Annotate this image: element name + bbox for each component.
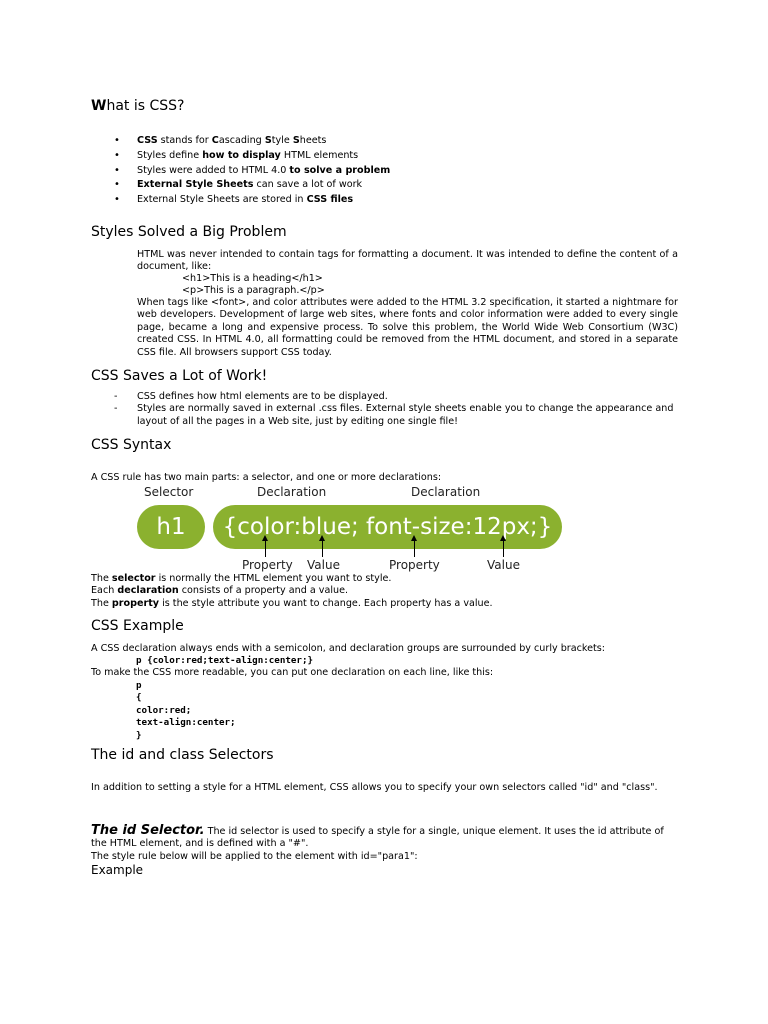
example-line-2: To make the CSS more readable, you can put one declaration on each line, like this: <box>91 667 494 678</box>
property-label: Property <box>242 558 293 572</box>
text-run: is the style attribute you want to change. Each property has a value. <box>159 597 493 609</box>
value-label: Value <box>487 558 520 572</box>
text-run: is normally the HTML element you want to style. <box>155 573 392 584</box>
list-item: - CSS defines how html elements are to be displayed. <box>137 391 678 403</box>
arrow-icon <box>414 540 415 557</box>
id-selector-text: The id selector is used to specify a style for a single, unique element. It uses the id attribute of the HTML element, and is defined with a "#". <box>91 826 664 850</box>
text-run: tyle <box>271 135 293 146</box>
bold-text: to solve a problem <box>289 164 391 176</box>
property-label: Property <box>389 558 440 572</box>
bold-text: how to display <box>202 149 281 161</box>
text-run: consists of a property and a value. <box>178 585 349 597</box>
text-run: can save a lot of work <box>253 179 363 191</box>
text-run: ascading <box>218 135 265 146</box>
syntax-line <box>91 598 691 610</box>
list-item <box>137 164 697 179</box>
code-inline: p {color:red;text-align:center;} <box>136 655 314 666</box>
arrow-icon <box>265 540 266 557</box>
id-selector-paragraph <box>91 825 681 851</box>
value-label: Value <box>307 558 340 572</box>
example-line-1: A CSS declaration always ends with a semicolon, and declaration groups are surrounded by curly brackets: <box>91 643 606 654</box>
id-selector-heading: The id Selector. <box>91 823 205 838</box>
section-title-css-example: CSS Example <box>91 618 184 634</box>
arrow-icon <box>503 540 504 557</box>
styles-solved-intro: HTML was never intended to contain tags for formatting a document. It was intended to define the content of a document, like: <box>137 249 678 273</box>
bold-text: selector <box>111 573 156 584</box>
code-line: p <box>136 680 142 691</box>
text-run: heets <box>299 135 327 146</box>
section-title-what-is-css: What is CSS? <box>91 98 185 114</box>
syntax-line <box>91 573 691 585</box>
bold-text: External Style Sheets <box>137 179 254 191</box>
id-class-intro: In addition to setting a style for a HTML element, CSS allows you to specify your own selectors called "id" and "class". <box>91 782 658 793</box>
list-item: - Styles are normally saved in external .css files. External style sheets enable you to change the appearance and layout of all the pages in a Web site, just by editing one single file! <box>137 403 678 428</box>
selector-label: Selector <box>144 485 194 499</box>
code-line: } <box>136 729 142 741</box>
saves-work-list <box>137 391 678 428</box>
text-run: The <box>91 573 112 584</box>
bold-text: C <box>211 135 219 146</box>
list-item <box>137 193 697 208</box>
section-title-styles-solved: Styles Solved a Big Problem <box>91 224 287 240</box>
bold-text: S <box>292 135 300 146</box>
syntax-line <box>91 585 691 597</box>
syntax-intro: A CSS rule has two main parts: a selector, and one or more declarations: <box>91 472 442 483</box>
example-label: Example <box>91 863 144 877</box>
bold-text: CSS <box>137 135 158 146</box>
declaration-label: Declaration <box>257 485 327 499</box>
bold-text: CSS files <box>306 194 354 206</box>
list-item <box>137 134 697 149</box>
style-rule-line: The style rule below will be applied to the element with id="para1": <box>91 851 418 862</box>
syntax-diagram <box>91 482 691 574</box>
text-run: HTML elements <box>280 149 359 161</box>
code-block <box>136 680 236 742</box>
list-item <box>137 178 697 193</box>
text-run: External Style Sheets are stored in <box>137 194 307 206</box>
styles-solved-body: When tags like <font>, and color attributes were added to the HTML 3.2 specification, it started a nightmare for web developers. Development of large web sites, where fonts and color information were added to every single page, became a long and expensive process. To solve this problem, the World Wide Web Consortium (W3C) created CSS. In HTML 4.0, all formatting could be removed from the HTML document, and stored in a separate CSS file. All browsers support CSS today. <box>137 297 678 358</box>
arrow-icon <box>322 540 323 557</box>
text-run: The <box>91 597 112 609</box>
selector-pill: h1 <box>137 505 205 549</box>
code-line: text-align:center; <box>136 717 236 729</box>
bold-text: declaration <box>117 585 179 597</box>
bold-text: S <box>264 135 272 146</box>
what-is-css-list <box>137 134 697 208</box>
code-line: color:red; <box>136 704 192 716</box>
text-run: Styles define <box>137 149 203 161</box>
text-run: stands for <box>157 135 212 146</box>
section-title-css-syntax: CSS Syntax <box>91 437 172 453</box>
declaration-label: Declaration <box>411 485 481 499</box>
code-example-heading: <h1>This is a heading</h1> <box>182 273 323 284</box>
text-run: Each <box>91 585 118 597</box>
section-title-id-class: The id and class Selectors <box>91 747 274 763</box>
declaration-pill: {color:blue; font-size:12px;} <box>213 505 562 549</box>
list-item <box>137 149 697 164</box>
code-example-paragraph: <p>This is a paragraph.</p> <box>182 285 325 296</box>
text-run: Styles were added to HTML 4.0 <box>137 164 290 176</box>
code-line: { <box>136 692 142 704</box>
bold-text: property <box>111 597 160 609</box>
section-title-saves-work: CSS Saves a Lot of Work! <box>91 368 268 384</box>
syntax-explanation <box>91 573 691 610</box>
